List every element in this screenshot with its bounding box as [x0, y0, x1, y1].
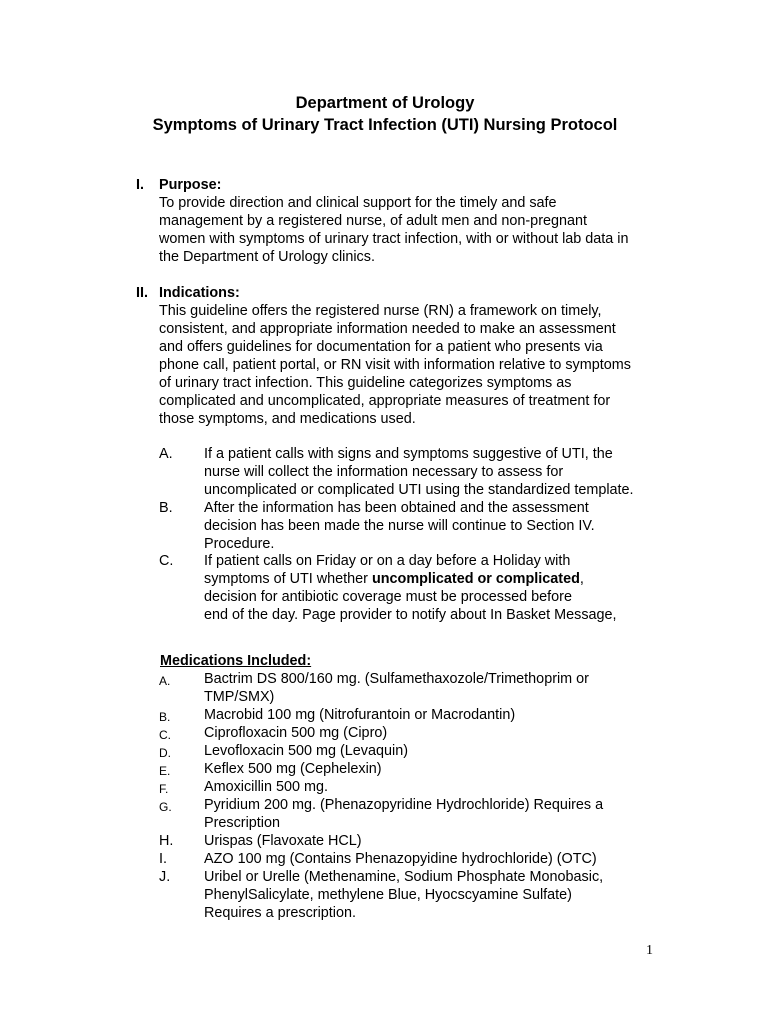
- medication-line: Macrobid 100 mg (Nitrofurantoin or Macrodantin): [204, 707, 516, 723]
- medication-letter: D.: [159, 746, 171, 760]
- medication-letter: C.: [159, 728, 171, 742]
- item-line: decision has been made the nurse will continue to Section IV.: [204, 518, 595, 534]
- paragraph-line: of urinary tract infection. This guideline categorizes symptoms as: [159, 375, 572, 391]
- medication-item: [204, 778, 328, 796]
- medication-item: [204, 760, 382, 778]
- medication-letter: E.: [159, 764, 171, 778]
- item-line: After the information has been obtained and the assessment: [204, 500, 589, 516]
- medication-line: TMP/SMX): [204, 689, 275, 705]
- indication-item-a: [204, 445, 634, 499]
- paragraph-line: management by a registered nurse, of adult men and non-pregnant: [159, 213, 587, 229]
- section-heading-indications: Indications:: [159, 285, 240, 301]
- medication-letter: B.: [159, 710, 171, 724]
- medication-line: Requires a prescription.: [204, 905, 356, 921]
- paragraph-line: phone call, patient portal, or RN visit with information relative to symptoms: [159, 357, 631, 373]
- medication-line: Keflex 500 mg (Cephelexin): [204, 761, 382, 777]
- paragraph-line: This guideline offers the registered nurse (RN) a framework on timely,: [159, 303, 602, 319]
- medication-letter: G.: [159, 800, 172, 814]
- medication-item: [204, 706, 515, 724]
- medication-line: Pyridium 200 mg. (Phenazopyridine Hydrochloride) Requires a: [204, 797, 604, 813]
- paragraph-line: consistent, and appropriate information needed to make an assessment: [159, 321, 616, 337]
- item-text-part: symptoms of UTI whether: [204, 571, 372, 587]
- item-line: If patient calls on Friday or on a day before a Holiday with: [204, 553, 571, 569]
- item-line: nurse will collect the information necessary to assess for: [204, 464, 564, 480]
- medications-heading: Medications Included:: [160, 653, 312, 669]
- medication-item: [204, 742, 408, 760]
- medication-line: AZO 100 mg (Contains Phenazopyidine hydrochloride) (OTC): [204, 851, 597, 867]
- medication-item: [204, 724, 387, 742]
- paragraph-line: To provide direction and clinical support for the timely and safe: [159, 195, 557, 211]
- medication-line: Urispas (Flavoxate HCL): [204, 833, 362, 849]
- medication-line: Prescription: [204, 815, 280, 831]
- indication-item-letter: B.: [159, 500, 173, 516]
- emphasis-text: uncomplicated or complicated: [371, 571, 580, 587]
- item-line: If a patient calls with signs and symptoms suggestive of UTI, the: [204, 446, 613, 462]
- indications-paragraph: [159, 302, 659, 428]
- medication-item: [204, 868, 603, 922]
- medication-item: [204, 796, 603, 832]
- medication-letter: J.: [159, 869, 171, 885]
- medication-line: Uribel or Urelle (Methenamine, Sodium Phosphate Monobasic,: [204, 869, 604, 885]
- medication-letter: A.: [159, 674, 171, 688]
- medication-line: Levofloxacin 500 mg (Levaquin): [204, 743, 408, 759]
- paragraph-line: and offers guidelines for documentation for a patient who presents via: [159, 339, 603, 355]
- purpose-paragraph: [159, 194, 659, 266]
- medication-letter: F.: [159, 782, 169, 796]
- paragraph-line: the Department of Urology clinics.: [159, 249, 375, 265]
- paragraph-line: complicated and uncomplicated, appropriate measures of treatment for: [159, 393, 611, 409]
- medication-line: Amoxicillin 500 mg.: [204, 779, 328, 795]
- item-text-part: ,: [579, 571, 584, 587]
- document-title: Department of Urology: [295, 94, 475, 112]
- medication-letter: H.: [159, 833, 174, 849]
- document-subtitle: Symptoms of Urinary Tract Infection (UTI) Nursing Protocol: [152, 116, 618, 134]
- item-line: decision for antibiotic coverage must be processed before: [204, 589, 572, 605]
- indication-item-letter: A.: [159, 446, 173, 462]
- indication-item-letter: C.: [159, 553, 174, 569]
- paragraph-line: women with symptoms of urinary tract infection, with or without lab data in: [159, 231, 629, 247]
- medication-line: Ciprofloxacin 500 mg (Cipro): [204, 725, 388, 741]
- indication-item-b: [204, 499, 595, 553]
- medication-letter: I.: [159, 851, 167, 867]
- item-line: Procedure.: [204, 536, 275, 552]
- medication-item: [204, 850, 597, 868]
- medication-item: [204, 670, 589, 706]
- section-heading-purpose: Purpose:: [159, 177, 222, 193]
- section-number-purpose: I.: [136, 177, 144, 193]
- medication-line: PhenylSalicylate, methylene Blue, Hyocscyamine Sulfate): [204, 887, 572, 903]
- item-line: uncomplicated or complicated UTI using the standardized template.: [204, 482, 634, 498]
- medication-item: [204, 832, 362, 850]
- item-line: end of the day. Page provider to notify about In Basket Message,: [204, 607, 617, 623]
- page-number: 1: [646, 943, 653, 958]
- item-line: [204, 570, 617, 588]
- medication-line: Bactrim DS 800/160 mg. (Sulfamethaxozole/Trimethoprim or: [204, 671, 589, 687]
- paragraph-line: those symptoms, and medications used.: [159, 411, 416, 427]
- section-number-indications: II.: [136, 285, 148, 301]
- indication-item-c: [204, 552, 617, 624]
